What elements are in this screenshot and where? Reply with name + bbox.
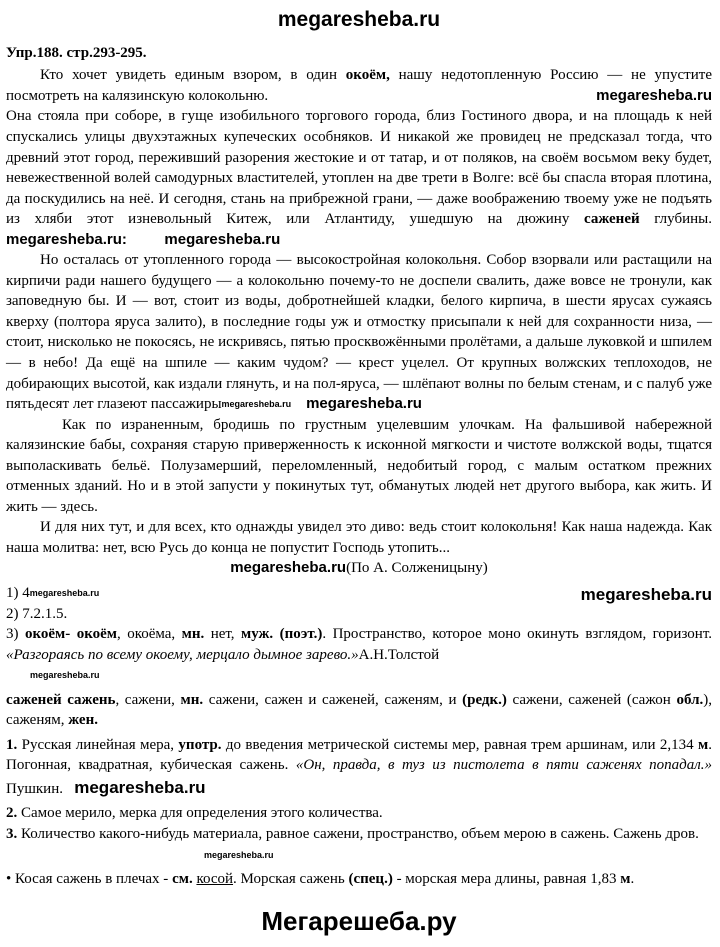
attribution-line: [6, 558, 712, 579]
watermark-inline: megaresheba.ru: [74, 777, 206, 797]
watermark-small-line: [30, 665, 712, 686]
text-run: 3.: [6, 826, 18, 842]
watermark-inline: megaresheba.ru: [596, 86, 712, 104]
text-run: (По А. Солженицыну): [346, 560, 488, 577]
answer-1: [6, 583, 712, 604]
watermark-small-line: [204, 845, 712, 866]
text-run: употр.: [178, 736, 222, 753]
text-run: саженей сажень: [6, 691, 116, 708]
watermark-inline: megaresheba.ru: [230, 559, 347, 577]
text-run: сажени, саженей (сажон: [506, 691, 677, 708]
text-run: саженей: [584, 211, 640, 228]
answer-2: [6, 604, 712, 625]
dict-sazhen-header: [6, 690, 712, 731]
text-run: - морская мера длины, равная 1,83: [392, 871, 621, 888]
text-run: «Он, правда, в туз из пистолета в пяти саженях попадал.»: [295, 757, 712, 774]
text-run: 3): [6, 626, 25, 643]
dict-def-3: [6, 824, 712, 845]
text-run: 2) 7.2.1.5.: [6, 605, 68, 622]
bottom-watermark: Мегарешеба.ру: [261, 905, 457, 936]
text-run: [127, 232, 165, 248]
text-run: . Погонная, квадратная, кубическая сажень.: [6, 736, 712, 774]
text-run: мн.: [181, 626, 205, 643]
dict-def-1: [6, 735, 712, 800]
text-run: 1) 4: [6, 584, 30, 601]
text-run: . Пространство, которое моно окинуть взглядом, горизонт.: [322, 626, 712, 643]
text-run: косой: [196, 871, 234, 888]
text-run: Количество какого-нибудь материала, равное сажени, пространство, объем мерою в сажень. Сажень дров.: [17, 826, 699, 842]
watermark-inline: megaresheba.ru: [221, 399, 292, 410]
watermark-inline: megaresheba.ru: [306, 395, 422, 413]
text-run: Как по израненным, бродишь по грустным уцелевшим улочкам. На фальшивой набережной калязинские бабы, сохраняя старую приверженность к исконной мягкости и чистоте волжской воды, тщатся выполаскивать бельё. Полузамерший, переломленный, недобитый город, с малым остатком прежних отменных зданий. Но и в этой запусти у покинутых тут, обманутых людей нет другого выбора, как жить. И жить — здесь.: [6, 416, 712, 515]
text-run: см.: [172, 871, 193, 888]
text-run: муж. (поэт.): [241, 626, 323, 643]
exercise-title: Упр.188. стр.293-295.: [6, 44, 147, 61]
watermark-inline: megaresheba.ru: [204, 849, 274, 860]
text-run: Но осталась от утопленного города — высокостройная колокольня. Собор взорвали или растащили на кирпичи ради нашего будущего — а колокольню почему-то не доспели свалить, даже вовсе не тронули, как заповедную бы. И — вот, стоит из воды, добротнейшей кладки, белого кирпича, в шести ярусах сужаясь кверху (полтора яруса залито), в последние годы уж и отмостку присыпали к ней для сохранности низа, — стоит, нисколько не покосясь, не искривясь, пятью просквожёнными пролётами, а дальше луковкой и шпилем — в небо! Да ещё на шпиле — каким чудом? — крест уцелел. От крупных волжских теплоходов, не добирающих высотой, как издали глянуть, и на пол-яруса, — шлёпают волны по белым стенам, и с палуб уже пятьдесят лет глазеют пассажиры: [6, 252, 712, 413]
text-run: окоём,: [345, 67, 390, 84]
text-run: глубины.: [639, 211, 712, 228]
text-run: , сажени,: [115, 691, 181, 708]
text-run: Самое мерило, мерка для определения этого количества.: [17, 805, 383, 822]
watermark-inline: megaresheba.ru: [580, 584, 712, 604]
text-run: мн.: [180, 691, 204, 708]
text-run: ), саженям,: [6, 691, 712, 729]
text-run: «Разгораясь по всему окоему, мерцало дымное зарево.»: [6, 646, 359, 663]
text-run: 1.: [6, 736, 18, 753]
answer-3-okoyom: [6, 624, 712, 665]
top-watermark: megaresheba.ru: [277, 8, 441, 31]
text-run: (редк.): [462, 691, 507, 708]
text-run: Кто хочет увидеть единым взором, в один: [40, 67, 346, 84]
text-run: И для них тут, и для всех, кто однажды увидел это диво: ведь стоит колокольня! Как наша надежда. Как наша молитва: нет, всю Русь до конца не попустит Господь утопить...: [6, 519, 712, 556]
text-run: обл.: [676, 691, 704, 708]
text-run: 2.: [6, 805, 18, 822]
doc-paragraph-belltower: [6, 250, 712, 414]
dict-note-kosaya: [6, 869, 712, 890]
text-run: м: [620, 871, 631, 888]
text-run: Русская линейная мера,: [17, 736, 179, 753]
text-run: сажени, сажен и саженей, саженям, и: [203, 691, 463, 708]
text-run: м: [698, 736, 709, 753]
dict-def-2: [6, 803, 712, 824]
watermark-inline: megaresheba.ru:: [6, 230, 127, 248]
text-run: Пушкин.: [6, 780, 67, 797]
text-run: окоём- окоём: [24, 626, 118, 643]
text-run: . Морская сажень: [233, 871, 349, 888]
text-run: (спец.): [348, 871, 393, 888]
doc-paragraph-intro: [6, 65, 712, 106]
watermark-inline: megaresheba.ru: [164, 230, 281, 248]
text-run: нашу недотопленную Россию — не упустите посмотреть на калязинскую колокольню.: [6, 67, 712, 104]
text-run: , окоёма,: [117, 626, 182, 643]
text-run: жен.: [68, 712, 98, 729]
text-run: .: [630, 871, 635, 888]
doc-paragraph-streets: [6, 415, 712, 518]
text-run: Она стояла при соборе, в гуще изобильного торгового города, близ Гостиного двора, и на площадь к ней спускались улицы двухэтажных купеческих особняков. И никакой же провидец не предсказал тогда, что древний этот город, переживший разорения жестокие и от татар, и от поляков, на своём восьмом веку будет, невежественной волей самодурных властителей, утоплен на две трети в Волге: всё бы спасла вторая плотина, да поскудились на неё. И сегодня, стань на прибрежной грани, — даже воображению твоему уже не подъять из хляби этот изневольный Китеж, или Атлантиду, ушедшую на дюжину: [6, 108, 712, 228]
watermark-inline: megaresheba.ru: [29, 587, 100, 598]
doc-paragraph-hope: [6, 517, 712, 558]
text-run: • Косая сажень в плечах -: [6, 871, 173, 888]
doc-paragraph-city: [6, 106, 712, 250]
text-run: А.Н.Толстой: [358, 646, 440, 663]
text-run: нет,: [204, 626, 241, 643]
text-run: до введения метрической системы мер, равная трем аршинам, или 2,134: [221, 736, 699, 753]
text-run: [291, 396, 306, 412]
watermark-inline: megaresheba.ru: [30, 670, 100, 681]
